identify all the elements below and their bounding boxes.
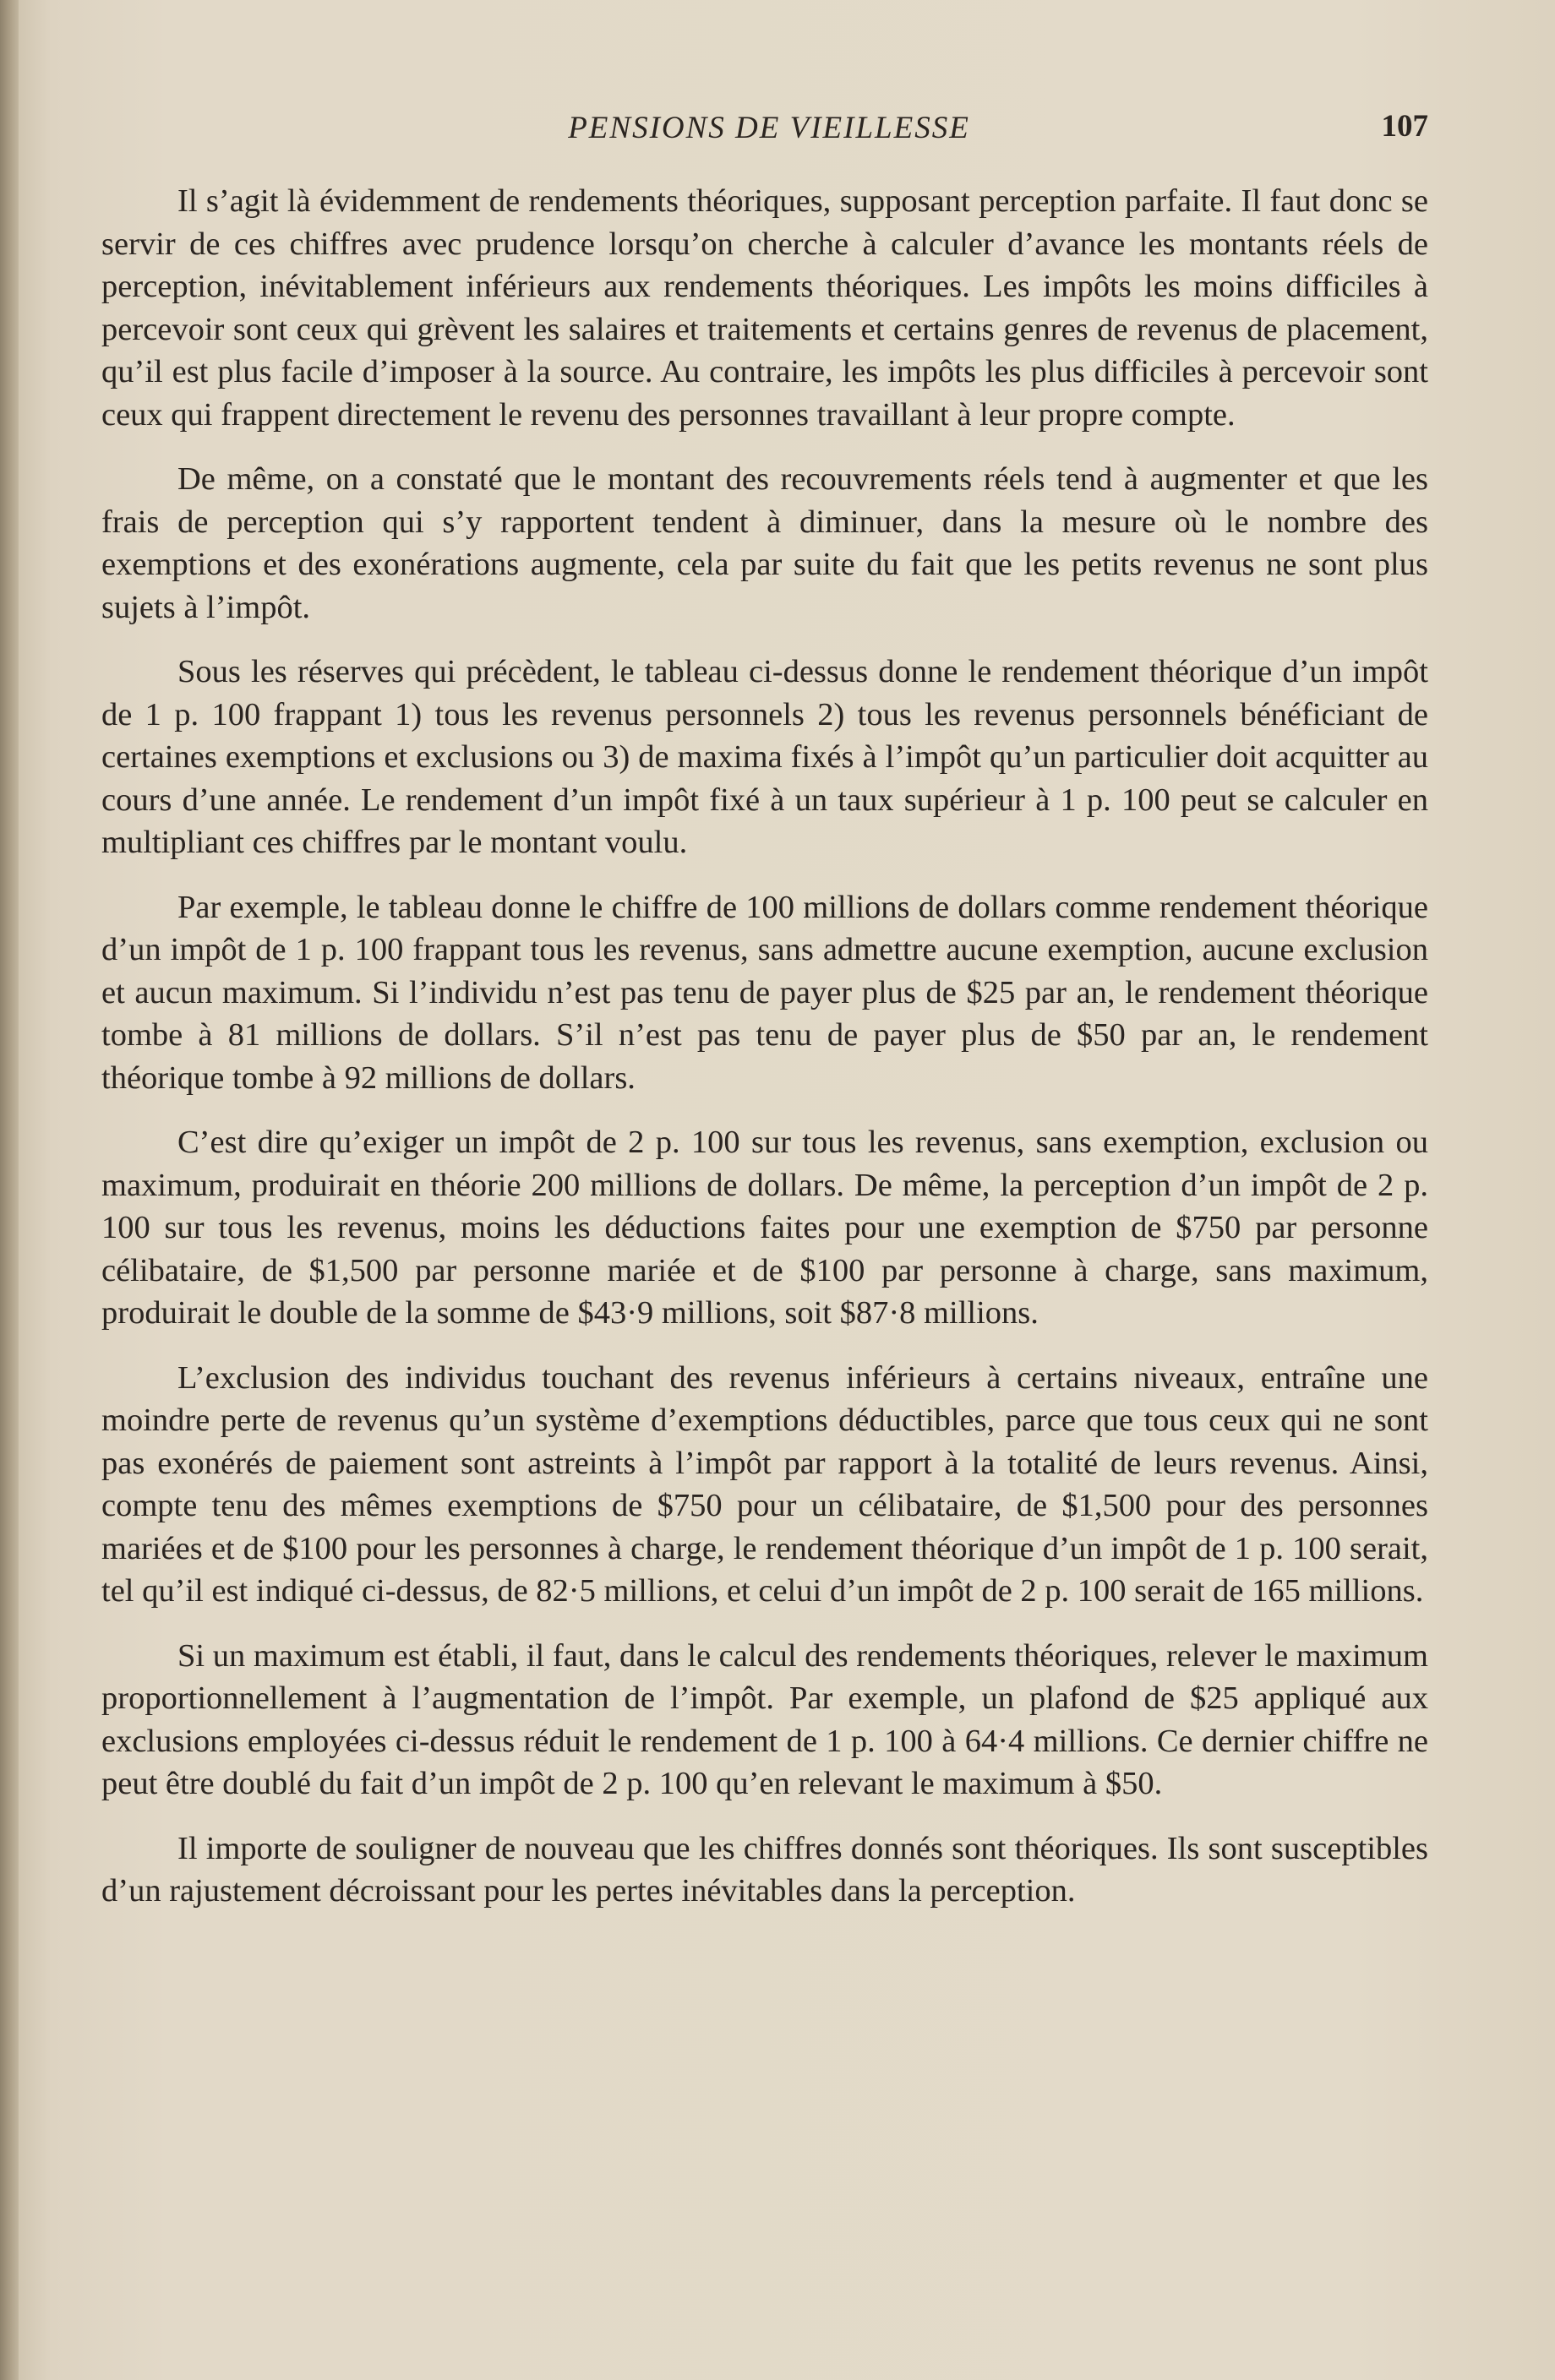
running-header <box>110 101 1428 161</box>
paragraph-1: Il s’agit là évidemment de rendements théoriques, supposant perception parfaite. Il faut donc se servir de ces chiffres avec prudence lorsqu’on cherche à calculer d’avance les montants réels de perception, inévitablement inférieurs aux rendements théoriques. Les impôts les moins difficiles à percevoir sont ceux qui grèvent les salaires et traitements et certains genres de revenus de placement, qu’il est plus facile d’imposer à la source. Au contraire, les impôts les plus difficiles à percevoir sont ceux qui frappent directement le revenu des personnes travaillant à leur propre compte. <box>101 183 1428 433</box>
paragraph-3: Sous les réserves qui précèdent, le tableau ci-dessus donne le rendement théorique d’un impôt de 1 p. 100 frappant 1) tous les revenus personnels 2) tous les revenus personnels bénéficiant de certaines exemptions et exclusions ou 3) de maxima fixés à l’impôt qu’un particulier doit acquitter au cours d’une année. Le rendement d’un impôt fixé à un taux supérieur à 1 p. 100 peut se calculer en multipliant ces chiffres par le montant voulu. <box>101 654 1428 860</box>
paragraph-5: C’est dire qu’exiger un impôt de 2 p. 100 sur tous les revenus, sans exemption, exclusion ou maximum, produirait en théorie 200 millions de dollars. De même, la perception d’un impôt de 2 p. 100 sur tous les revenus, moins les déductions faites pour une exemption de $750 par personne célibataire, de $1,500 par personne mariée et de $100 par personne à charge, sans maximum, produirait le double de la somme de $43·9 millions, soit $87·8 millions. <box>101 1125 1428 1331</box>
paragraph-7: Si un maximum est établi, il faut, dans le calcul des rendements théoriques, relever le maximum proportionnellement à l’augmentation de l’impôt. Par exemple, un plafond de $25 appliqué aux exclusions employées ci-dessus réduit le rendement de 1 p. 100 à 64·4 millions. Ce dernier chiffre ne peut être doublé du fait d’un impôt de 2 p. 100 qu’en relevant le maximum à $50. <box>101 1637 1428 1801</box>
body-text <box>101 180 1428 1935</box>
running-title: PENSIONS DE VIEILLESSE <box>568 111 970 145</box>
page-number: 107 <box>1381 109 1428 144</box>
paragraph-6: L’exclusion des individus touchant des revenus inférieurs à certains niveaux, entraîne une moindre perte de revenus qu’un système d’exemptions déductibles, parce que tous ceux qui ne sont pas exonérés de paiement sont astreints à l’impôt par rapport à la totalité de leurs revenus. Ainsi, compte tenu des mêmes exemptions de $750 pour un célibataire, de $1,500 pour des personnes mariées et de $100 pour les personnes à charge, le rendement théorique d’un impôt de 1 p. 100 serait, tel qu’il est indiqué ci-dessus, de 82·5 millions, et celui d’un impôt de 2 p. 100 serait de 165 millions. <box>101 1359 1428 1609</box>
paragraph-8: Il importe de souligner de nouveau que les chiffres donnés sont théoriques. Ils sont susceptibles d’un rajustement décroissant pour les pertes inévitables dans la perception. <box>101 1830 1428 1909</box>
paragraph-2: De même, on a constaté que le montant des recouvrements réels tend à augmenter et que les frais de perception qui s’y rapportent tendent à diminuer, dans la mesure où le nombre des exemptions et des exonérations augmente, cela par suite du fait que les petits revenus ne sont plus sujets à l’impôt. <box>101 461 1428 625</box>
book-spine-shadow <box>0 0 19 2380</box>
paragraph-4: Par exemple, le tableau donne le chiffre de 100 millions de dollars comme rendement théorique d’un impôt de 1 p. 100 frappant tous les revenus, sans admettre aucune exemption, aucune exclusion et aucun maximum. Si l’individu n’est pas tenu de payer plus de $25 par an, le rendement théorique tombe à 81 millions de dollars. S’il n’est pas tenu de payer plus de $50 par an, le rendement théorique tombe à 92 millions de dollars. <box>101 889 1428 1096</box>
